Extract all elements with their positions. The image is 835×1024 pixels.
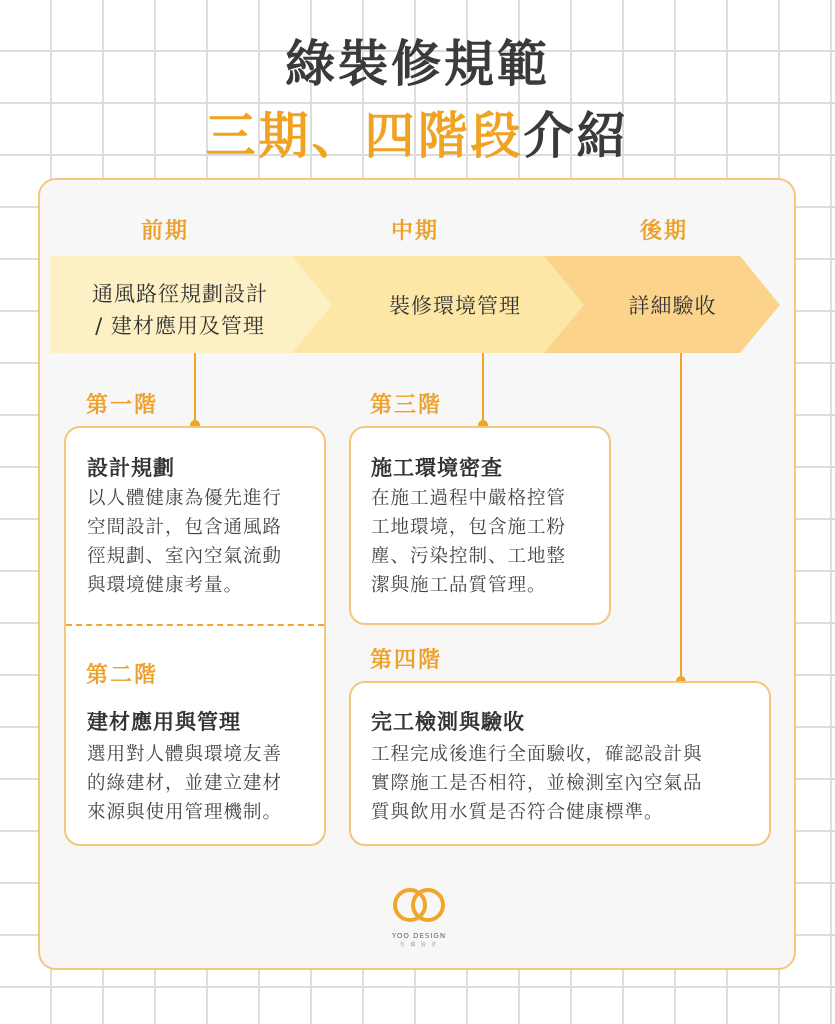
brand-logo <box>384 884 454 948</box>
stage-label-4: 第四階 <box>370 648 443 673</box>
connector-line-4 <box>680 353 682 681</box>
card-title-stage-3: 施工環境密查 <box>371 456 503 480</box>
arrow-middle-text: 裝修環境管理 <box>389 294 521 318</box>
phase-label-late: 後期 <box>640 219 689 244</box>
card-body-stage-2: 選用對人體與環境友善 的綠建材，並建立建材 來源與使用管理機制。 <box>87 744 283 823</box>
connector-line-3 <box>482 353 484 425</box>
stage-label-2: 第二階 <box>86 663 159 688</box>
interlocking-rings-icon <box>387 884 451 926</box>
arrow-early-text: 通風路徑規劃設計 / 建材應用及管理 <box>92 282 268 338</box>
stage-label-3: 第三階 <box>370 393 443 418</box>
card-title-stage-1: 設計規劃 <box>87 456 175 480</box>
stage-label-1: 第一階 <box>86 393 159 418</box>
logo-subtext: 有 偶 設 計 <box>399 942 439 948</box>
arrow-late-text: 詳細驗收 <box>628 294 717 318</box>
connector-line-1 <box>194 353 196 425</box>
phase-label-early: 前期 <box>141 219 190 244</box>
logo-text: YOO DESIGN <box>391 932 447 940</box>
card-body-stage-4: 工程完成後進行全面驗收，確認設計與 實際施工是否相符，並檢測室內空氣品 質與飲用水質是否符合健康標準。 <box>371 744 703 823</box>
card-body-stage-1: 以人體健康為優先進行 空間設計，包含通風路 徑規劃、室內空氣流動 與環境健康考量。 <box>87 488 283 596</box>
card-title-stage-2: 建材應用與管理 <box>87 710 241 734</box>
card-title-stage-4: 完工檢測與驗收 <box>371 710 525 734</box>
phase-label-middle: 中期 <box>391 219 440 244</box>
page-title: 綠裝修規範 <box>285 35 550 93</box>
card-body-stage-3: 在施工過程中嚴格控管 工地環境，包含施工粉 塵、污染控制、工地整 潔與施工品質管理。 <box>371 488 567 596</box>
card-divider <box>66 624 324 626</box>
page-subtitle: 三期、四階段介紹 <box>205 107 630 165</box>
